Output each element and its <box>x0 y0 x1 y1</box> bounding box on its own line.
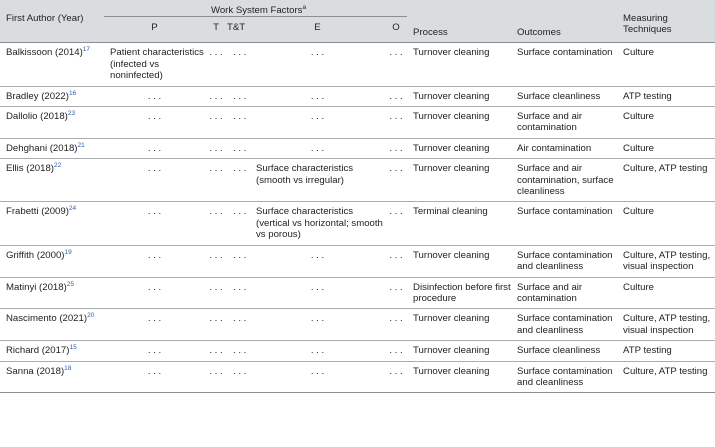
table-row <box>0 245 715 277</box>
header-t: T <box>205 17 227 43</box>
cell-p-text: . . . <box>147 345 162 357</box>
cell-e <box>250 309 385 341</box>
cell-t <box>205 43 227 86</box>
header-p: P <box>104 17 205 43</box>
cell-o <box>385 107 407 139</box>
cell-o-text: . . . <box>389 90 403 102</box>
cell-process-text: Turnover cleaning <box>413 142 490 154</box>
cell-tt-text: . . . <box>233 47 247 59</box>
cell-e-text: . . . <box>310 249 325 261</box>
cell-t-text: . . . <box>209 47 223 59</box>
cell-measuring <box>617 159 715 202</box>
cell-tt-text: . . . <box>233 206 247 218</box>
cell-p-text: . . . <box>147 111 162 123</box>
cell-e <box>250 277 385 309</box>
table-row <box>0 107 715 139</box>
cell-process-text: Turnover cleaning <box>413 345 490 357</box>
cell-author-text: Balkissoon (2014) <box>6 47 83 59</box>
cell-outcomes <box>511 202 617 245</box>
cell-outcomes-text: Surface and air contamination <box>517 281 583 304</box>
cell-t-text: . . . <box>209 281 223 293</box>
cell-t-text: . . . <box>209 163 223 175</box>
cell-p <box>104 341 205 361</box>
cell-outcomes-text: Surface contamination <box>517 47 613 59</box>
cell-o-text: . . . <box>389 281 403 293</box>
cell-measuring <box>617 361 715 393</box>
table-row <box>0 202 715 245</box>
cell-author <box>0 245 104 277</box>
cell-outcomes <box>511 86 617 106</box>
cell-tt <box>227 341 250 361</box>
cell-e-text: . . . <box>310 365 325 377</box>
cell-author <box>0 159 104 202</box>
cell-author-text: Nascimento (2021) <box>6 313 88 325</box>
cell-t <box>205 309 227 341</box>
cell-author-text: Ellis (2018) <box>6 163 54 175</box>
cell-outcomes-text: Surface contamination and cleanliness <box>517 313 613 336</box>
cell-process-text: Terminal cleaning <box>413 206 488 218</box>
table-row <box>0 86 715 106</box>
cell-p-text: . . . <box>147 90 162 102</box>
cell-process <box>407 202 511 245</box>
cell-t <box>205 245 227 277</box>
cell-outcomes-text: Surface contamination <box>517 206 613 218</box>
cell-o <box>385 361 407 393</box>
cell-p <box>104 202 205 245</box>
cell-measuring <box>617 107 715 139</box>
cell-author <box>0 309 104 341</box>
cell-e-text: . . . <box>310 111 325 123</box>
cell-p <box>104 138 205 158</box>
cell-outcomes-text: Surface contamination and cleanliness <box>517 365 613 388</box>
cell-author-text: Dallolio (2018) <box>6 111 68 123</box>
cell-o <box>385 202 407 245</box>
header-outcomes: Outcomes <box>511 0 617 43</box>
reference-link[interactable]: 25 <box>66 280 75 288</box>
cell-e <box>250 159 385 202</box>
cell-outcomes <box>511 43 617 86</box>
cell-o-text: . . . <box>389 163 403 175</box>
cell-outcomes-text: Air contamination <box>517 142 592 154</box>
cell-e <box>250 341 385 361</box>
cell-t <box>205 341 227 361</box>
reference-link[interactable]: 19 <box>64 248 72 256</box>
table-row <box>0 138 715 158</box>
reference-link[interactable]: 21 <box>77 141 85 149</box>
cell-author <box>0 361 104 393</box>
cell-tt <box>227 361 250 393</box>
cell-outcomes-text: Surface and air contamination, surface cleanliness <box>517 163 614 198</box>
cell-tt-text: . . . <box>233 281 247 293</box>
cell-o-text: . . . <box>389 345 403 357</box>
cell-tt-text: . . . <box>233 142 247 154</box>
cell-measuring-text: Culture <box>623 111 654 123</box>
reference-link[interactable]: 18 <box>64 364 72 372</box>
cell-e-text: Surface characteristics (smooth vs irregular) <box>256 163 354 186</box>
cell-measuring <box>617 138 715 158</box>
cell-measuring-text: Culture, ATP testing, visual inspection <box>623 249 711 273</box>
cell-e-text: . . . <box>310 90 325 102</box>
cell-o-text: . . . <box>389 249 403 261</box>
cell-tt <box>227 309 250 341</box>
cell-outcomes-text: Surface and air contamination <box>517 111 583 134</box>
table-row <box>0 361 715 393</box>
cell-process-text: Turnover cleaning <box>413 249 490 261</box>
cell-p-text: . . . <box>147 281 162 293</box>
cell-t-text: . . . <box>209 313 223 325</box>
cell-author <box>0 43 104 86</box>
cell-tt-text: . . . <box>233 345 247 357</box>
cell-e-text: . . . <box>310 142 325 154</box>
cell-author-text: Sanna (2018) <box>6 365 65 377</box>
cell-process <box>407 361 511 393</box>
cell-t <box>205 138 227 158</box>
cell-measuring-text: Culture <box>623 206 654 218</box>
cell-p-text: . . . <box>147 206 162 218</box>
table-row <box>0 309 715 341</box>
cell-tt <box>227 86 250 106</box>
cell-process-text: Turnover cleaning <box>413 47 490 59</box>
cell-t-text: . . . <box>209 142 223 154</box>
cell-t <box>205 107 227 139</box>
cell-t <box>205 159 227 202</box>
cell-outcomes <box>511 277 617 309</box>
cell-tt <box>227 138 250 158</box>
cell-o-text: . . . <box>389 142 403 154</box>
cell-tt-text: . . . <box>233 249 247 261</box>
cell-tt <box>227 277 250 309</box>
reference-link[interactable]: 23 <box>67 110 76 118</box>
cell-measuring <box>617 86 715 106</box>
cell-t-text: . . . <box>209 345 223 357</box>
cell-process-text: Disinfection before first procedure <box>413 281 511 304</box>
cell-author <box>0 86 104 106</box>
cell-measuring-text: Culture <box>623 142 654 154</box>
cell-author-text: Richard (2017) <box>6 345 70 357</box>
cell-tt <box>227 43 250 86</box>
header-footnote-marker: a <box>302 4 307 11</box>
table-body <box>0 43 715 393</box>
cell-p <box>104 277 205 309</box>
header-e: E <box>250 17 385 43</box>
cell-process-text: Turnover cleaning <box>413 313 490 325</box>
cell-p <box>104 361 205 393</box>
cell-outcomes <box>511 341 617 361</box>
cell-outcomes <box>511 361 617 393</box>
cell-tt-text: . . . <box>233 365 247 377</box>
cell-measuring-text: ATP testing <box>623 90 672 102</box>
cell-process-text: Turnover cleaning <box>413 365 490 377</box>
cell-process <box>407 159 511 202</box>
cell-measuring-text: Culture, ATP testing <box>623 365 708 377</box>
cell-process <box>407 245 511 277</box>
reference-link[interactable]: 15 <box>69 344 77 352</box>
table-row <box>0 341 715 361</box>
cell-p <box>104 309 205 341</box>
cell-process-text: Turnover cleaning <box>413 111 490 123</box>
cell-measuring <box>617 341 715 361</box>
cell-e <box>250 107 385 139</box>
header-process: Process <box>407 0 511 43</box>
cell-process <box>407 107 511 139</box>
cell-o-text: . . . <box>389 47 403 59</box>
cell-p-text: . . . <box>147 163 162 175</box>
reference-link[interactable]: 22 <box>54 162 62 170</box>
cell-process-text: Turnover cleaning <box>413 90 490 102</box>
cell-process <box>407 341 511 361</box>
reference-link[interactable]: 16 <box>68 89 77 97</box>
cell-author <box>0 107 104 139</box>
cell-outcomes-text: Surface cleanliness <box>517 345 601 357</box>
cell-t-text: . . . <box>209 206 223 218</box>
cell-p <box>104 107 205 139</box>
header-tt: T&T <box>227 17 250 43</box>
cell-outcomes <box>511 245 617 277</box>
cell-measuring-text: Culture <box>623 47 654 59</box>
table-row <box>0 43 715 86</box>
cell-o-text: . . . <box>389 206 403 218</box>
cell-e-text: . . . <box>310 345 325 357</box>
cell-o <box>385 341 407 361</box>
cell-outcomes <box>511 107 617 139</box>
header-measuring-techniques: Measuring Techniques <box>617 0 715 43</box>
cell-author <box>0 277 104 309</box>
cell-o-text: . . . <box>389 313 403 325</box>
cell-tt <box>227 159 250 202</box>
cell-tt-text: . . . <box>233 313 247 325</box>
cell-e <box>250 361 385 393</box>
cell-tt-text: . . . <box>233 111 247 123</box>
cell-measuring-text: Culture, ATP testing <box>623 163 708 175</box>
table-row <box>0 277 715 309</box>
cell-e-text: . . . <box>310 47 325 59</box>
cell-e <box>250 138 385 158</box>
cell-o <box>385 159 407 202</box>
cell-o-text: . . . <box>389 365 403 377</box>
cell-t <box>205 86 227 106</box>
cell-p <box>104 159 205 202</box>
cell-measuring-text: ATP testing <box>623 345 672 357</box>
cell-o <box>385 86 407 106</box>
cell-process-text: Turnover cleaning <box>413 163 490 175</box>
cell-outcomes-text: Surface cleanliness <box>517 90 601 102</box>
cell-measuring <box>617 277 715 309</box>
cell-tt <box>227 107 250 139</box>
cell-t-text: . . . <box>209 365 223 377</box>
cell-measuring <box>617 202 715 245</box>
cell-t <box>205 202 227 245</box>
cell-o <box>385 277 407 309</box>
cell-p-text: . . . <box>147 313 162 325</box>
cell-measuring <box>617 309 715 341</box>
cell-o <box>385 245 407 277</box>
cell-t-text: . . . <box>209 249 223 261</box>
cell-process <box>407 43 511 86</box>
reference-link[interactable]: 20 <box>87 312 95 320</box>
cell-e <box>250 245 385 277</box>
cell-measuring-text: Culture <box>623 281 654 293</box>
cell-author <box>0 341 104 361</box>
cell-measuring <box>617 245 715 277</box>
cell-process <box>407 86 511 106</box>
cell-t <box>205 277 227 309</box>
cell-e <box>250 202 385 245</box>
cell-o <box>385 309 407 341</box>
cell-o <box>385 138 407 158</box>
cell-process <box>407 138 511 158</box>
cell-e <box>250 43 385 86</box>
reference-link[interactable]: 17 <box>82 46 91 54</box>
cell-outcomes <box>511 159 617 202</box>
cell-author-text: Frabetti (2009) <box>6 206 69 218</box>
cell-tt-text: . . . <box>233 90 247 102</box>
cell-e <box>250 86 385 106</box>
cell-p-text: . . . <box>147 249 162 261</box>
header-work-system-factors: Work System Factors$^a$ <box>104 0 407 17</box>
header-first-author: First Author (Year) <box>0 0 104 43</box>
cell-process <box>407 277 511 309</box>
cell-t-text: . . . <box>209 90 223 102</box>
cell-outcomes-text: Surface contamination and cleanliness <box>517 249 613 273</box>
cell-o-text: . . . <box>389 111 403 123</box>
cell-p <box>104 245 205 277</box>
cell-measuring-text: Culture, ATP testing, visual inspection <box>623 313 711 336</box>
cell-author <box>0 138 104 158</box>
cell-tt <box>227 245 250 277</box>
cell-p <box>104 43 205 86</box>
cell-t <box>205 361 227 393</box>
cell-p-text: . . . <box>147 365 162 377</box>
cell-outcomes <box>511 138 617 158</box>
cell-process <box>407 309 511 341</box>
cell-author-text: Bradley (2022) <box>6 90 69 102</box>
cell-e-text: . . . <box>310 313 325 325</box>
cell-author-text: Matinyi (2018) <box>6 281 67 293</box>
reference-link[interactable]: 24 <box>68 205 77 213</box>
cell-author-text: Dehghani (2018) <box>6 142 78 154</box>
header-o: O <box>385 17 407 43</box>
cell-outcomes <box>511 309 617 341</box>
cell-tt <box>227 202 250 245</box>
cell-e-text: . . . <box>310 281 325 293</box>
cell-p <box>104 86 205 106</box>
cell-o <box>385 43 407 86</box>
cell-p-text: Patient characteristics (infected vs noninfected) <box>110 47 204 82</box>
cell-p-text: . . . <box>147 142 162 154</box>
cell-author-text: Griffith (2000) <box>6 249 65 261</box>
cell-e-text: Surface characteristics (vertical vs horizontal; smooth vs porous) <box>256 206 383 241</box>
table-row <box>0 159 715 202</box>
cell-tt-text: . . . <box>233 163 247 175</box>
cell-measuring <box>617 43 715 86</box>
cell-author <box>0 202 104 245</box>
cell-t-text: . . . <box>209 111 223 123</box>
